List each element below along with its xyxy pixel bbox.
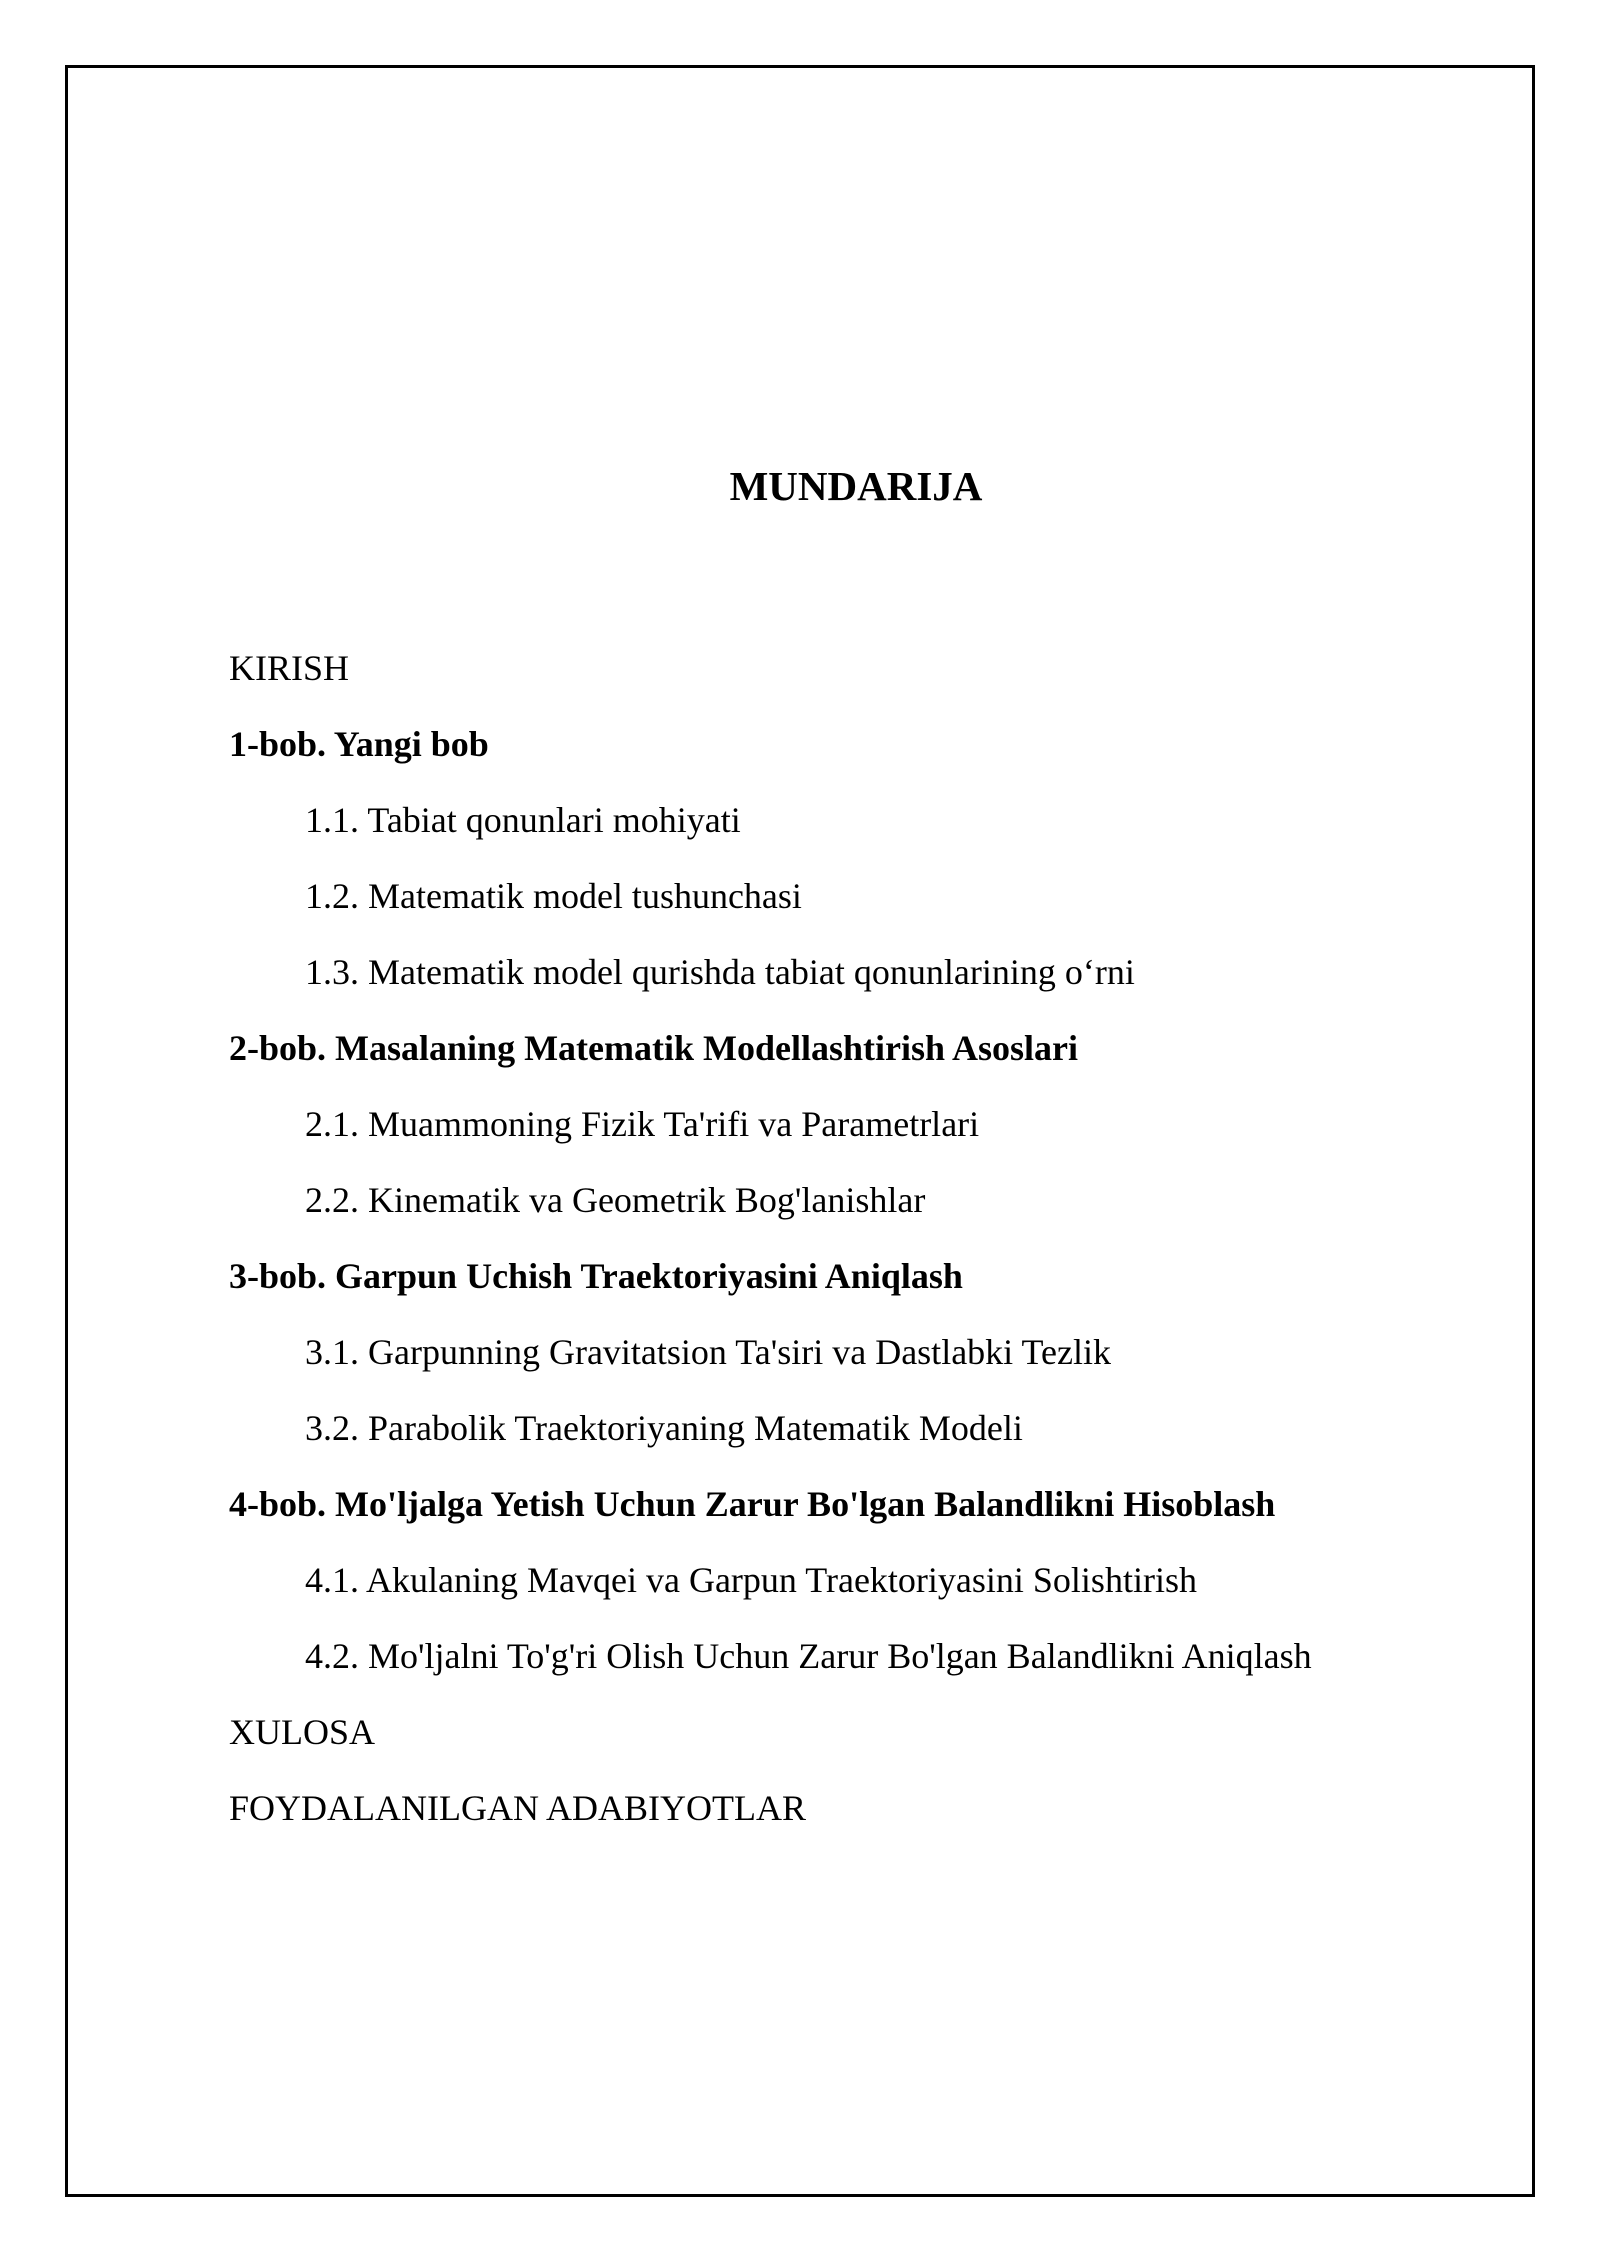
- toc-section-1-1: 1.1. Tabiat qonunlari mohiyati: [305, 800, 741, 840]
- table-of-contents: [229, 644, 1312, 1860]
- toc-section-2-1: 2.1. Muammoning Fizik Ta'rifi va Parametrlari: [305, 1104, 980, 1144]
- toc-section-2-2: 2.2. Kinematik va Geometrik Bog'lanishlar: [305, 1180, 926, 1220]
- toc-section-1-2: 1.2. Matematik model tushunchasi: [305, 876, 802, 916]
- toc-chapter-2: 2-bob. Masalaning Matematik Modellashtirish Asoslari: [229, 1028, 1079, 1068]
- toc-title: MUNDARIJA: [729, 463, 983, 509]
- toc-chapter-3: 3-bob. Garpun Uchish Traektoriyasini Aniqlash: [229, 1256, 963, 1296]
- toc-section-4-2: 4.2. Mo'ljalni To'g'ri Olish Uchun Zarur Bo'lgan Balandlikni Aniqlash: [305, 1636, 1312, 1676]
- toc-section-1-3: 1.3. Matematik model qurishda tabiat qonunlarining o‘rni: [305, 952, 1135, 992]
- toc-section-3-1: 3.1. Garpunning Gravitatsion Ta'siri va Dastlabki Tezlik: [305, 1332, 1111, 1372]
- toc-section-4-1: 4.1. Akulaning Mavqei va Garpun Traektoriyasini Solishtirish: [305, 1560, 1197, 1600]
- toc-chapter-1: 1-bob. Yangi bob: [229, 724, 489, 764]
- toc-chapter-4: 4-bob. Mo'ljalga Yetish Uchun Zarur Bo'lgan Balandlikni Hisoblash: [229, 1484, 1276, 1524]
- toc-section-3-2: 3.2. Parabolik Traektoriyaning Matematik Modeli: [305, 1408, 1023, 1448]
- toc-entry-adabiyotlar: FOYDALANILGAN ADABIYOTLAR: [229, 1788, 806, 1828]
- toc-entry-xulosa: XULOSA: [229, 1712, 376, 1752]
- toc-entry-kirish: KIRISH: [229, 648, 350, 688]
